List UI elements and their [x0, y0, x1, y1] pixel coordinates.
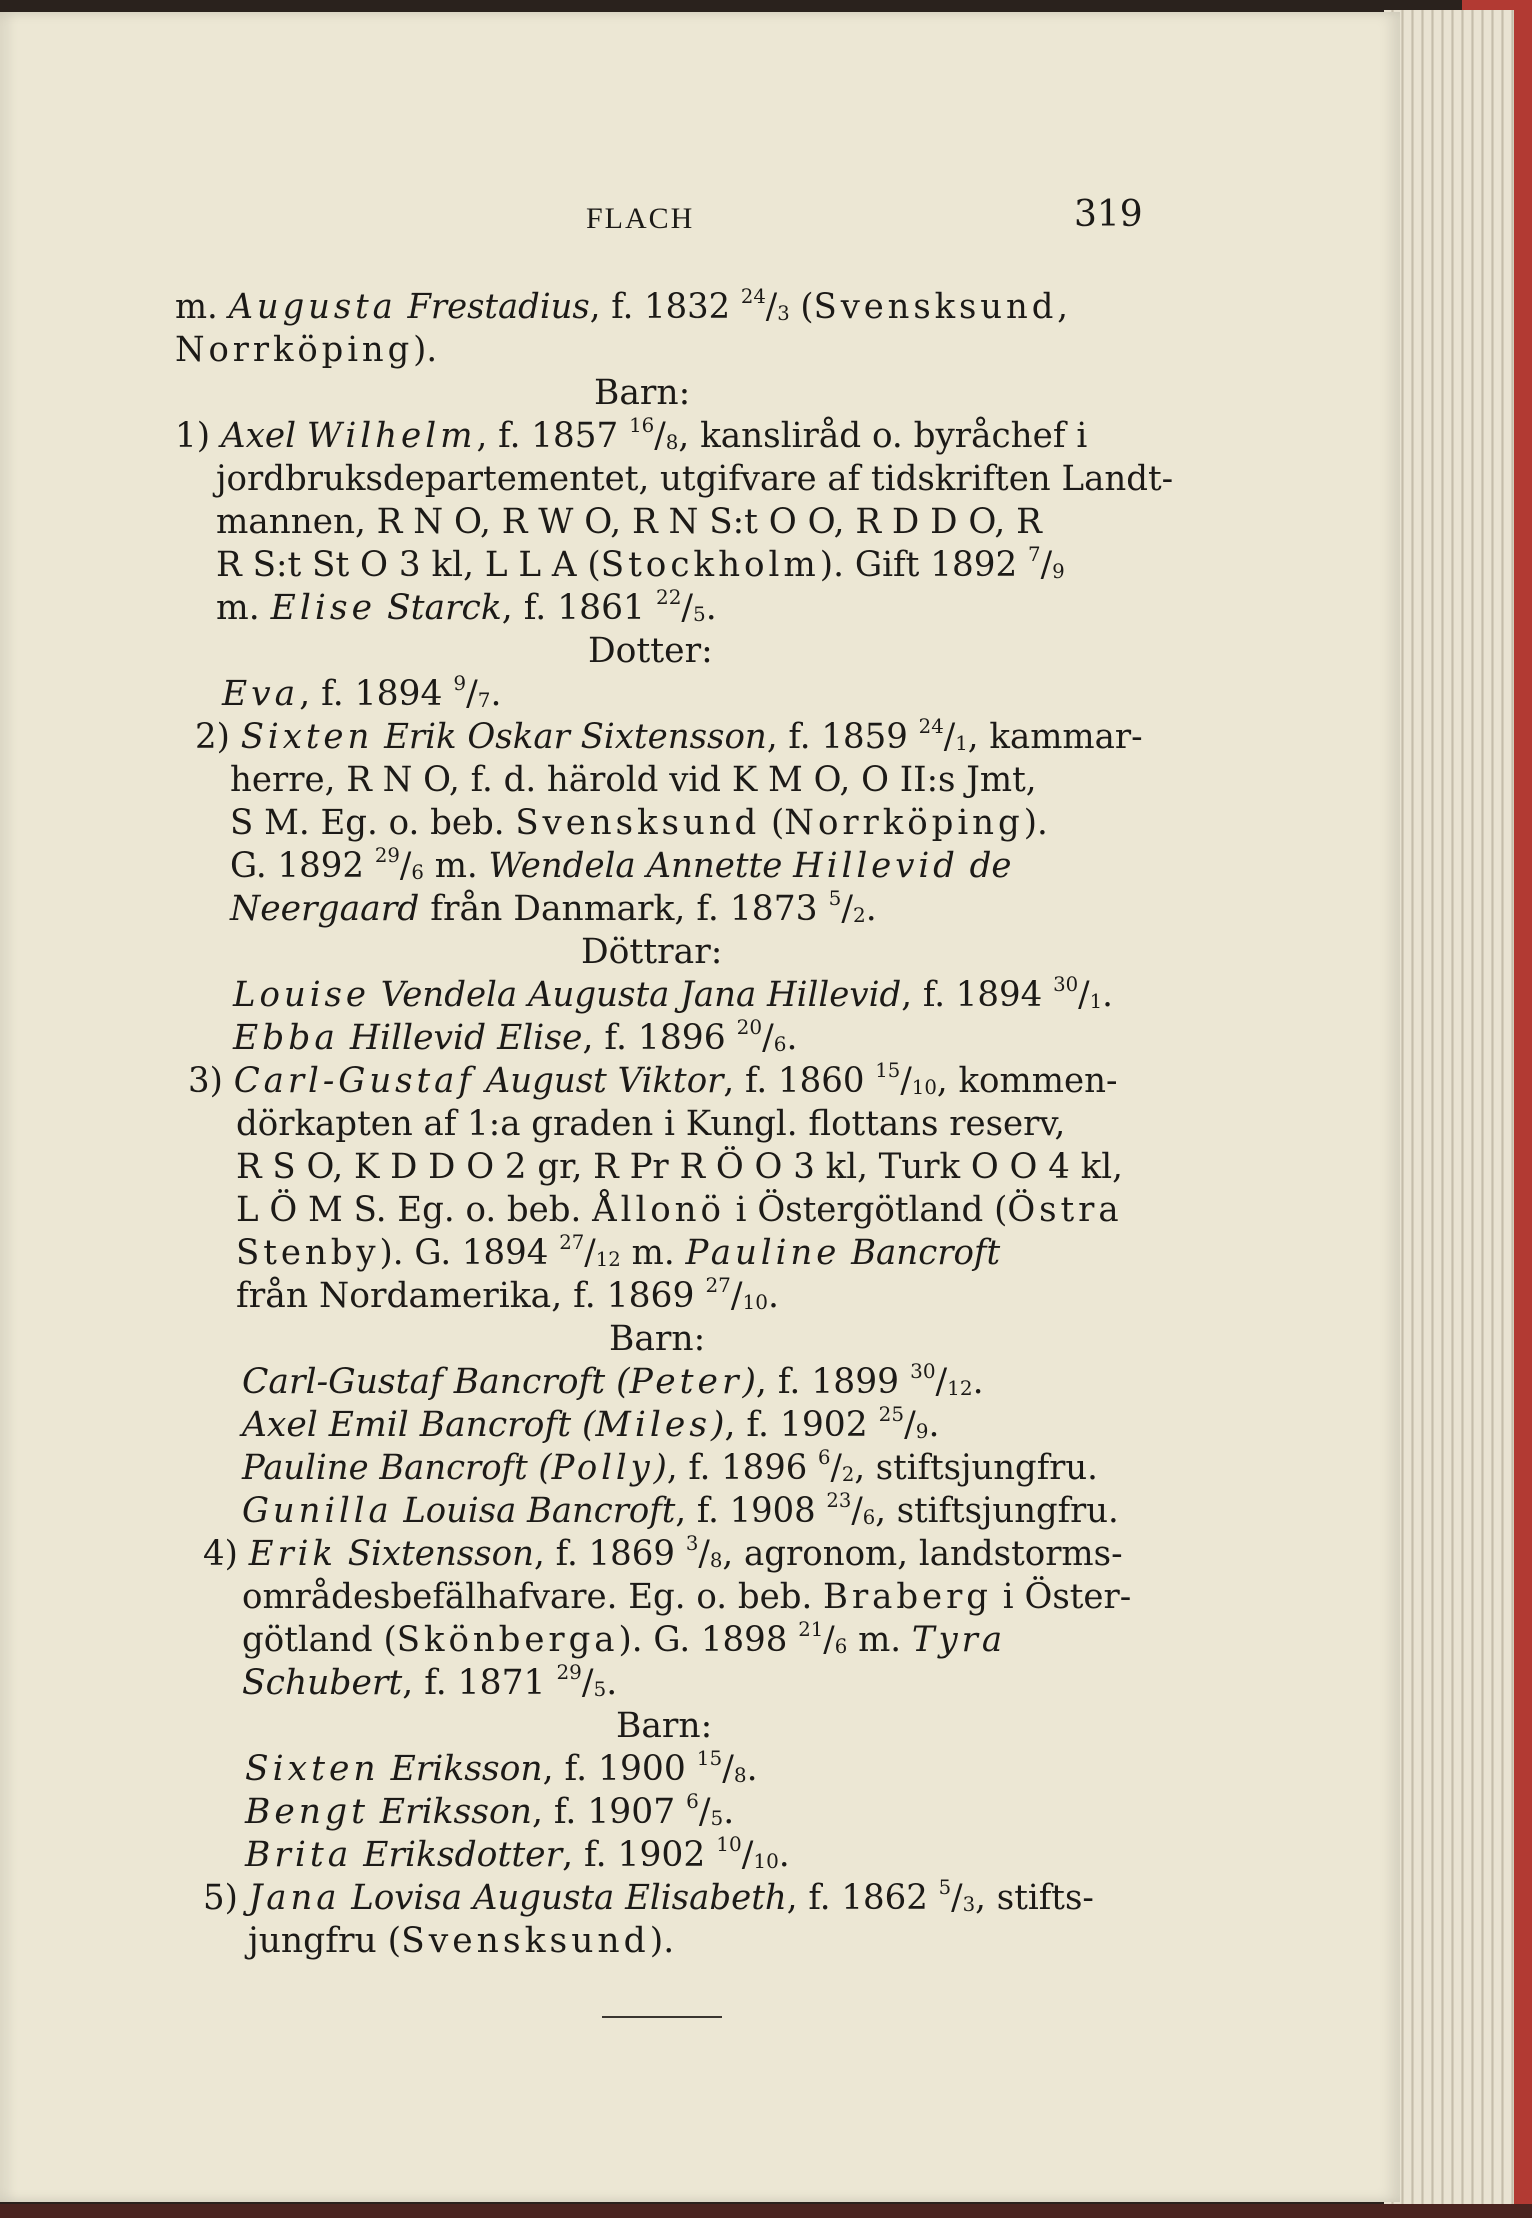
text-run: , f. 1894 — [299, 674, 454, 714]
text-line — [609, 1319, 706, 1359]
text-run: / — [722, 1749, 734, 1789]
text-run: . — [778, 1835, 790, 1875]
text-line — [188, 1058, 1118, 1101]
text-run: / — [762, 1018, 774, 1058]
text-line — [242, 1488, 1119, 1531]
book-page — [0, 12, 1400, 2202]
text-run: från Nordamerika, f. 1869 — [236, 1276, 706, 1316]
text-run: ( — [760, 803, 785, 843]
text-run: , f. 1860 — [723, 1061, 876, 1101]
name-text: ) — [742, 1362, 756, 1402]
text-run: . — [705, 588, 717, 628]
text-run: / — [951, 1878, 963, 1918]
name-text: Vendela Augusta Jana Hillevid — [369, 975, 902, 1015]
text-run: i Östergötland ( — [724, 1190, 1008, 1230]
name-text: Pauline — [685, 1233, 841, 1273]
name-text: Bancroft — [840, 1233, 1001, 1273]
text-run: 2) — [195, 717, 241, 757]
date-month: 5 — [593, 1677, 607, 1701]
name-text: Starck — [376, 588, 502, 628]
date-month: 6 — [862, 1505, 876, 1529]
date-month: 6 — [834, 1634, 848, 1658]
bottom-edge — [0, 2204, 1532, 2218]
text-line — [236, 1147, 1123, 1187]
text-line — [236, 1190, 1123, 1230]
name-text: Wendela Annette — [488, 846, 794, 886]
text-run: herre, R N O, f. d. härold vid K M O, O II:s Jmt, — [230, 760, 1037, 800]
text-run: , f. 1899 — [755, 1362, 911, 1402]
text-run: från Danmark, f. 1873 — [419, 889, 829, 929]
name-text: Louise — [233, 975, 370, 1015]
text-run: Ållonö — [592, 1190, 725, 1230]
text-run: / — [698, 1534, 710, 1574]
text-run: , stiftsjungfru. — [875, 1491, 1119, 1531]
name-text: Eriksdotter — [352, 1835, 563, 1875]
date-month: 2 — [852, 903, 866, 927]
text-run: Döttrar: — [581, 932, 723, 972]
text-line — [175, 284, 1069, 327]
name-text: Gunilla — [242, 1491, 393, 1531]
name-text: Ebba — [233, 1018, 339, 1058]
text-run: , f. 1862 — [786, 1878, 939, 1918]
text-run: G. 1892 — [230, 846, 375, 886]
name-text: Pauline Bancroft ( — [242, 1448, 552, 1488]
text-run: , agronom, landstorms- — [722, 1534, 1123, 1574]
text-run: , kammar- — [967, 717, 1143, 757]
name-text: Axel Emil Bancroft ( — [242, 1405, 596, 1445]
name-text: Tyra — [911, 1620, 1007, 1660]
text-run: / — [654, 416, 666, 456]
text-line — [245, 1832, 790, 1875]
name-text: Frestadius — [396, 287, 590, 327]
date-day: 24 — [740, 284, 766, 308]
text-run: m. — [175, 287, 229, 327]
date-month: 6 — [773, 1032, 787, 1056]
date-day: 29 — [374, 843, 400, 867]
date-day: 9 — [453, 671, 467, 695]
text-run: Stenby — [236, 1233, 380, 1273]
text-run: , f. 1869 — [533, 1534, 686, 1574]
date-day: 6 — [686, 1789, 699, 1813]
text-run: . — [606, 1663, 618, 1703]
name-text: Miles — [595, 1405, 712, 1445]
text-run: / — [584, 1233, 596, 1273]
date-day: 3 — [685, 1531, 699, 1555]
name-text: Polly — [551, 1448, 654, 1488]
text-run: områdesbefälhafvare. Eg. o. beb. — [242, 1577, 824, 1617]
text-line — [242, 1577, 1132, 1617]
text-run: . — [786, 1018, 798, 1058]
text-run: , f. 1861 — [501, 588, 656, 628]
text-line — [242, 1660, 618, 1703]
text-run: / — [1078, 975, 1090, 1015]
date-day: 15 — [696, 1746, 723, 1770]
running-head: FLACH — [586, 202, 695, 235]
text-line — [230, 803, 1048, 843]
text-line — [248, 1921, 675, 1961]
text-line — [222, 671, 502, 714]
text-line — [236, 1104, 1066, 1144]
text-run: . — [746, 1749, 758, 1789]
name-text: Sixten — [240, 717, 374, 757]
page-number: 319 — [1074, 194, 1143, 235]
date-month: 12 — [595, 1247, 621, 1271]
text-run: i Öster- — [991, 1577, 1132, 1617]
text-run: m. — [620, 1233, 686, 1273]
date-month: 10 — [753, 1849, 779, 1873]
text-run: / — [900, 1061, 912, 1101]
text-run: , kansliråd o. byråchef i — [678, 416, 1088, 456]
text-run: 3) — [188, 1061, 234, 1101]
text-line — [203, 1531, 1123, 1574]
text-run: m. — [423, 846, 489, 886]
text-run: ). — [413, 330, 438, 370]
text-run: / — [730, 1276, 743, 1316]
date-day: 25 — [878, 1402, 905, 1426]
name-text: Carl-Gustaf Bancroft ( — [242, 1362, 630, 1402]
text-run: . — [767, 1276, 779, 1316]
text-run: ). — [649, 1921, 675, 1961]
date-month: 8 — [733, 1763, 747, 1787]
text-run: Dotter: — [588, 631, 713, 671]
text-run: . — [723, 1792, 735, 1832]
text-run: / — [466, 674, 478, 714]
text-run: / — [741, 1835, 754, 1875]
text-run: , f. 1859 — [766, 717, 919, 757]
name-text: Erik Oskar Sixtensson — [373, 717, 767, 757]
name-text: Hillevid — [793, 846, 959, 886]
name-text: Carl-Gustaf — [233, 1061, 475, 1101]
text-line — [203, 1875, 1094, 1918]
text-run: , kommen- — [936, 1061, 1118, 1101]
text-run: / — [1040, 545, 1053, 585]
name-text: Sixtensson — [336, 1534, 534, 1574]
text-line — [195, 714, 1143, 757]
date-month: 8 — [665, 430, 679, 454]
date-month: 6 — [411, 860, 424, 884]
text-run: Östra — [1007, 1190, 1123, 1230]
date-month: 12 — [947, 1376, 973, 1400]
date-day: 5 — [938, 1875, 952, 1899]
text-run: , f. 1894 — [901, 975, 1054, 1015]
text-run: R S:t St O 3 kl, L L A ( — [216, 545, 601, 585]
date-day: 7 — [1028, 542, 1041, 566]
name-text: Axel — [220, 416, 307, 456]
text-run: Svensksund — [515, 803, 761, 843]
text-run: . — [972, 1362, 984, 1402]
text-run: . — [1102, 975, 1113, 1015]
text-line — [245, 1789, 735, 1832]
text-run: , f. 1900 — [542, 1749, 697, 1789]
text-run: . — [865, 889, 877, 929]
name-text: Brita — [245, 1835, 353, 1875]
text-line — [175, 413, 1088, 456]
text-run: S M. Eg. o. beb. — [230, 803, 516, 843]
text-run: Svensksund — [813, 287, 1058, 327]
text-line — [242, 1445, 1098, 1488]
text-line — [242, 1359, 984, 1402]
text-line — [594, 373, 691, 413]
name-text: Wilhelm — [306, 416, 477, 456]
text-run: R S O, K D D O 2 gr, R Pr R Ö O 3 kl, Turk O O 4 kl, — [236, 1147, 1123, 1187]
text-run: / — [904, 1405, 916, 1445]
name-text: Eriksson — [368, 1792, 532, 1832]
text-run: / — [943, 717, 956, 757]
date-month: 5 — [710, 1806, 724, 1830]
text-run: jordbruksdepartementet, utgifvare af tidskriften Landt- — [216, 459, 1174, 499]
text-run: Skönberga — [396, 1620, 619, 1660]
text-run: / — [581, 1663, 594, 1703]
text-run: / — [698, 1792, 711, 1832]
date-month: 1 — [1089, 989, 1103, 1013]
name-text: Augusta — [228, 287, 397, 327]
text-run: Norrköping — [175, 330, 414, 370]
text-run: 4) — [203, 1534, 249, 1574]
date-month: 3 — [777, 301, 790, 325]
name-text: Schubert — [242, 1663, 403, 1703]
text-run: , — [1057, 287, 1069, 327]
text-run: ). Gift 1892 — [819, 545, 1029, 585]
date-day: 21 — [798, 1617, 824, 1641]
text-run: ). G. 1898 — [618, 1620, 799, 1660]
name-text: Jana — [248, 1878, 341, 1918]
text-run: L Ö M S. Eg. o. beb. — [236, 1190, 593, 1230]
text-run: / — [935, 1362, 948, 1402]
text-line — [588, 631, 713, 671]
date-month: 8 — [709, 1548, 723, 1572]
text-line — [236, 1273, 779, 1316]
date-month: 10 — [742, 1290, 768, 1314]
text-run: , stiftsjungfru. — [854, 1448, 1098, 1488]
text-run: , f. 1902 — [562, 1835, 717, 1875]
text-run: , f. 1857 — [476, 416, 630, 456]
text-line — [242, 1402, 940, 1445]
text-run: Barn: — [594, 373, 691, 413]
name-text: Bengt — [245, 1792, 369, 1832]
text-run: , f. 1907 — [531, 1792, 687, 1832]
text-run: ). — [1023, 803, 1048, 843]
text-line — [581, 932, 723, 972]
text-run: Barn: — [616, 1706, 713, 1746]
text-run: ). G. 1894 — [379, 1233, 560, 1273]
text-line — [230, 843, 1012, 886]
name-text: Hillevid Elise — [338, 1018, 583, 1058]
text-line — [233, 972, 1113, 1015]
text-line — [230, 760, 1037, 800]
text-run: Barn: — [609, 1319, 706, 1359]
date-month: 9 — [915, 1419, 929, 1443]
text-run: Svensksund — [401, 1921, 650, 1961]
date-day: 20 — [736, 1015, 763, 1039]
text-run: , f. 1902 — [724, 1405, 879, 1445]
date-day: 6 — [817, 1445, 831, 1469]
date-day: 15 — [875, 1058, 901, 1082]
text-run: m. — [847, 1620, 912, 1660]
text-line — [616, 1706, 713, 1746]
text-run: / — [823, 1620, 835, 1660]
text-run: . — [490, 674, 502, 714]
text-line — [175, 330, 438, 370]
date-day: 10 — [716, 1832, 742, 1856]
name-text: August Viktor — [474, 1061, 724, 1101]
date-day: 5 — [828, 886, 842, 910]
text-run: / — [830, 1448, 842, 1488]
text-run: dörkapten af 1:a graden i Kungl. flottans reserv, — [236, 1104, 1066, 1144]
text-line — [245, 1746, 758, 1789]
text-run: Braberg — [823, 1577, 992, 1617]
name-text: de — [958, 846, 1012, 886]
text-line — [242, 1617, 1007, 1660]
text-run: jungfru ( — [248, 1921, 402, 1961]
text-run: götland ( — [242, 1620, 397, 1660]
name-text: ) — [711, 1405, 725, 1445]
date-month: 9 — [1052, 559, 1065, 583]
name-text: Erik — [248, 1534, 337, 1574]
text-line — [236, 1230, 1001, 1273]
text-run: , f. 1896 — [666, 1448, 818, 1488]
text-run: / — [399, 846, 412, 886]
date-day: 27 — [559, 1230, 585, 1254]
text-run: ( — [789, 287, 814, 327]
date-day: 22 — [655, 585, 682, 609]
name-text: Elise — [270, 588, 377, 628]
text-line — [216, 502, 1042, 542]
date-day: 30 — [910, 1359, 936, 1383]
text-run: , f. 1908 — [675, 1491, 827, 1531]
name-text: ) — [653, 1448, 667, 1488]
text-run: , f. 1871 — [402, 1663, 557, 1703]
text-run: / — [851, 1491, 863, 1531]
text-run: Stockholm — [600, 545, 820, 585]
text-run: , stifts- — [975, 1878, 1094, 1918]
name-text: Louisa Bancroft — [392, 1491, 676, 1531]
date-day: 29 — [556, 1660, 582, 1684]
text-line — [230, 886, 877, 929]
date-day: 23 — [826, 1488, 852, 1512]
date-month: 3 — [962, 1892, 976, 1916]
date-month: 7 — [477, 688, 491, 712]
date-month: 5 — [693, 602, 706, 626]
end-rule — [602, 2016, 722, 2018]
name-text: Eriksson — [379, 1749, 543, 1789]
text-line — [216, 585, 717, 628]
text-run: m. — [216, 588, 271, 628]
name-text: Eva — [222, 674, 300, 714]
text-run: , f. 1832 — [589, 287, 741, 327]
text-run: , f. 1896 — [582, 1018, 737, 1058]
text-run: / — [765, 287, 778, 327]
text-run: / — [681, 588, 694, 628]
date-day: 24 — [918, 714, 944, 738]
text-run: . — [928, 1405, 940, 1445]
text-run: 5) — [203, 1878, 249, 1918]
text-run: / — [841, 889, 853, 929]
date-day: 30 — [1053, 972, 1079, 996]
date-month: 10 — [911, 1075, 937, 1099]
name-text: Neergaard — [230, 889, 420, 929]
text-run: 1) — [175, 416, 221, 456]
date-month: 2 — [841, 1462, 855, 1486]
name-text: Sixten — [245, 1749, 380, 1789]
text-line — [233, 1015, 798, 1058]
date-day: 27 — [705, 1273, 731, 1297]
text-line — [216, 459, 1174, 499]
text-line — [216, 542, 1065, 585]
date-month: 1 — [955, 731, 968, 755]
page-edges — [1384, 10, 1514, 2205]
date-day: 16 — [629, 413, 655, 437]
name-text: Lovisa Augusta Elisabeth — [340, 1878, 787, 1918]
text-run: Norrköping — [784, 803, 1024, 843]
text-run: mannen, R N O, R W O, R N S:t O O, R D D O, R — [216, 502, 1042, 542]
name-text: Peter — [629, 1362, 743, 1402]
